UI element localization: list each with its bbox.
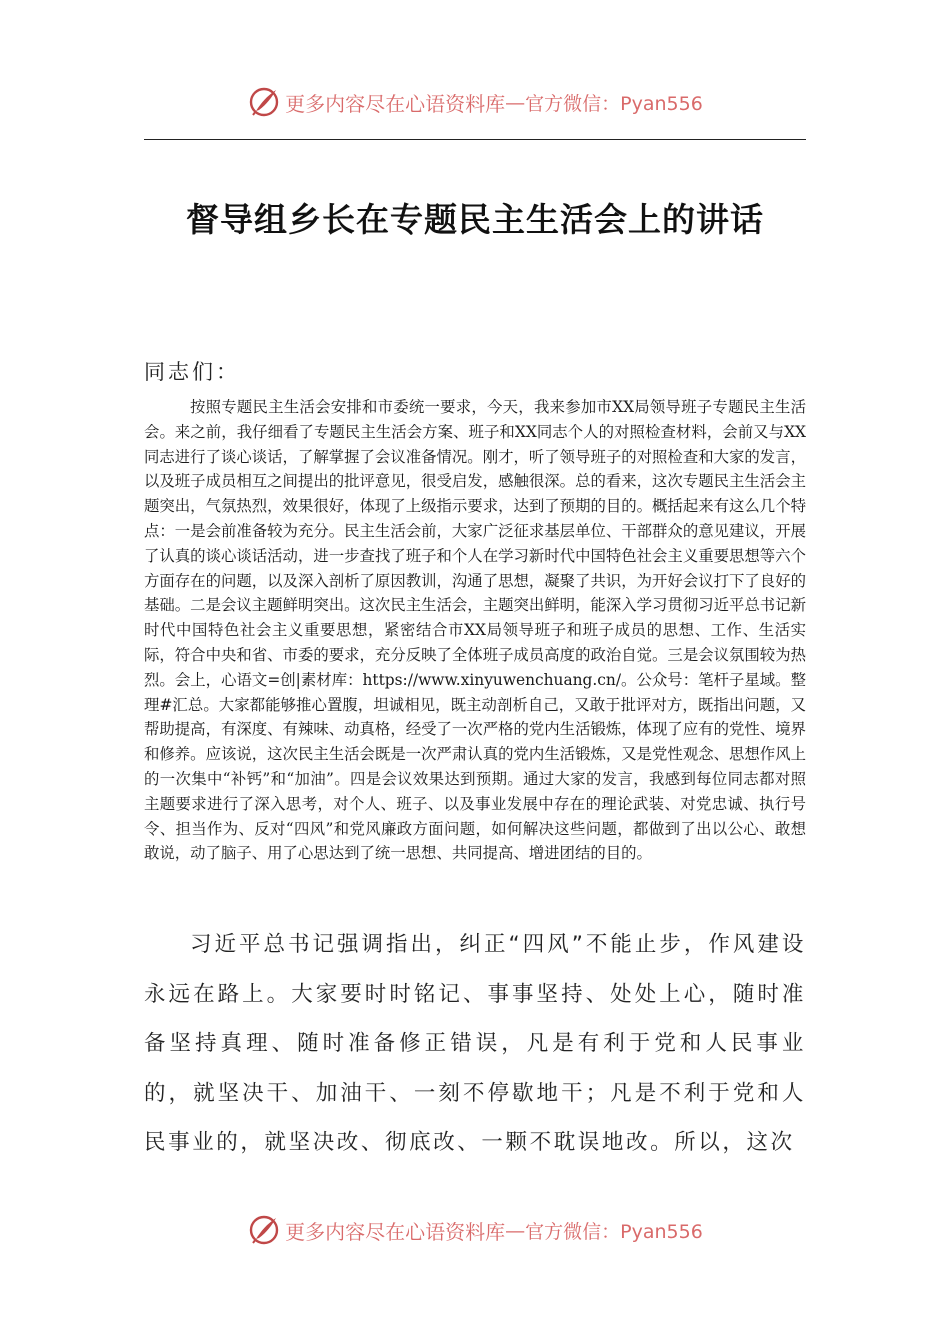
footer-banner-text: 更多内容尽在心语资料库 [285,1219,506,1244]
quill-pen-logo-icon [247,1213,281,1247]
salutation: 同志们： [144,360,240,384]
header-banner-dash: — [505,90,526,114]
header-banner[interactable] [0,80,950,124]
footer-banner-contact: 官方微信：Pyan556 [525,1220,703,1243]
header-banner-contact: 官方微信：Pyan556 [525,92,703,115]
footer-banner-dash: — [505,1218,526,1242]
quill-pen-logo-icon [247,85,281,119]
body-paragraph-2: 习近平总书记强调指出，纠正“四风”不能止步，作风建设永远在路上。大家要时时铭记、事事坚持、处处上心，随时准备坚持真理、随时准备修正错误，凡是有利于党和人民事业的，就坚决干、加油干、一刻不停歇地干；凡是不利于党和人民事业的，就坚决改、彻底改、一颗不耽误地改。所以，这次 [144,932,806,1155]
footer-banner[interactable] [0,1208,950,1252]
header-divider [144,139,806,140]
header-banner-text: 更多内容尽在心语资料库 [285,91,506,116]
document-title: 督导组乡长在专题民主生活会上的讲话 [186,200,764,239]
body-paragraph-1: 按照专题民主生活会安排和市委统一要求，今天，我来参加市XX局领导班子专题民主生活会。来之前，我仔细看了专题民主生活会方案、班子和XX同志个人的对照检查材料，会前又与XX同志进行了谈心谈话，了解掌握了会议准备情况。刚才，听了领导班子的对照检查和大家的发言，以及班子成员相互之间提出的批评意见，很受启发，感触很深。总的看来，这次专题民主生活会主题突出，气氛热烈，效果很好，体现了上级指示要求，达到了预期的目的。概括起来有这么几个特点：一是会前准备较为充分。民主生活会前，大家广泛征求基层单位、干部群众的意见建议，开展了认真的谈心谈话活动，进一步查找了班子和个人在学习新时代中国特色社会主义重要思想等六个方面存在的问题，以及深入剖析了原因教训，沟通了思想，凝聚了共识，为开好会议打下了良好的基础。二是会议主题鲜明突出。这次民主生活会，主题突出鲜明，能深入学习贯彻习近平总书记新时代中国特色社会主义重要思想，紧密结合市XX局领导班子和班子成员的思想、工作、生活实际，符合中央和省、市委的要求，充分反映了全体班子成员高度的政治自觉。三是会议氛围较为热烈。会上，心语文=创|素材库：https://www.xinyuwenchuang.cn/。公众号：笔杆子星域。整理#汇总。大家都能够推心置腹，坦诚相见，既主动剖析自己，又敢于批评对方，既指出问题，又帮助提高，有深度、有辣味、动真格，经受了一次严格的党内生活锻炼，体现了应有的党性、境界和修养。应该说，这次民主生活会既是一次严肃认真的党内生活锻炼，又是党性观念、思想作风上的一次集中“补钙”和“加油”。四是会议效果达到预期。通过大家的发言，我感到每位同志都对照主题要求进行了深入思考，对个人、班子、以及事业发展中存在的理论武装、对党忠诚、执行号令、担当作为、反对“四风”和党风廉政方面问题，如何解决这些问题，都做到了出以公心、敢想敢说，动了脑子、用了心思达到了统一思想、共同提高、增进团结的目的。 [144,398,806,863]
